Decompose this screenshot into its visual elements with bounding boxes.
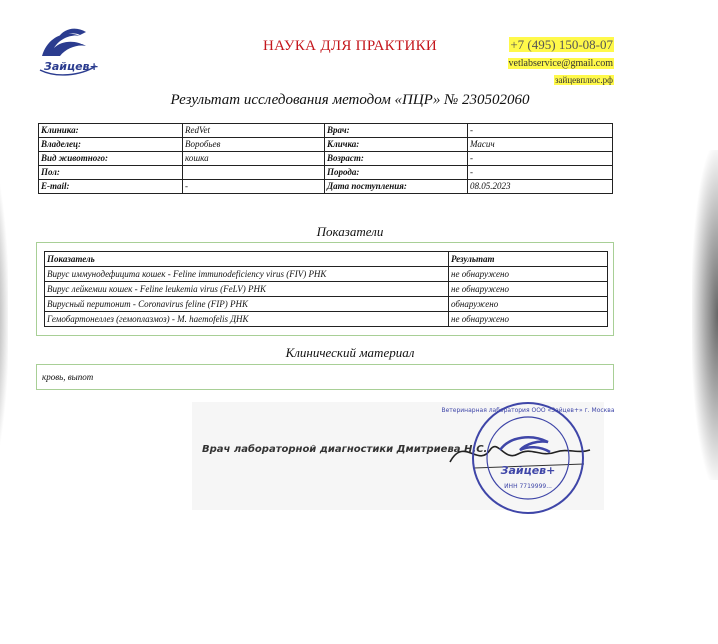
scan-edge-shadow-right	[692, 150, 718, 480]
info-value: кошка	[183, 152, 325, 166]
table-row	[39, 124, 613, 138]
svg-text:Зайцев+: Зайцев+	[44, 60, 99, 73]
info-value: -	[468, 152, 613, 166]
info-value: RedVet	[183, 124, 325, 138]
website-link[interactable]: зайцевплюс.рф	[554, 75, 613, 85]
material-box	[36, 364, 614, 390]
lab-name: НАУКА ДЛЯ ПРАКТИКИ	[262, 38, 438, 54]
column-header-indicator: Показатель	[45, 252, 449, 267]
indicator-name: Вирус иммунодефицита кошек - Feline immunodeficiency virus (FIV) РНК	[45, 267, 449, 282]
signature-text: Врач лабораторной диагностики Дмитриева Н.С.	[202, 444, 488, 455]
indicator-name: Вирусный перитонит - Coronavirus feline (FIP) РНК	[45, 297, 449, 312]
table-row	[39, 180, 613, 194]
info-label: Клиника:	[39, 124, 183, 138]
info-value: 08.05.2023	[468, 180, 613, 194]
indicator-result: не обнаружено	[449, 282, 608, 297]
column-header-result: Результат	[449, 252, 608, 267]
table-row	[45, 267, 608, 282]
indicators-title: Показатели	[316, 224, 384, 239]
table-header-row	[45, 252, 608, 267]
info-value	[183, 166, 325, 180]
info-label: Пол:	[39, 166, 183, 180]
svg-text:Ветеринарная лаборатория ООО «: Ветеринарная лаборатория ООО «Зайцев+» г. Москва	[441, 407, 615, 414]
table-row	[45, 312, 608, 327]
material-title: Клинический материал	[285, 345, 415, 360]
indicator-name: Гемобартонеллез (гемоплазмоз) - M. haemofelis ДНК	[45, 312, 449, 327]
document-title: Результат исследования методом «ПЦР» № 230502060	[170, 92, 530, 108]
indicator-result: не обнаружено	[449, 312, 608, 327]
info-label: Возраст:	[325, 152, 468, 166]
contacts-block	[508, 36, 614, 89]
info-label: Владелец:	[39, 138, 183, 152]
info-label: Вид животного:	[39, 152, 183, 166]
info-label: Кличка:	[325, 138, 468, 152]
indicators-box	[36, 242, 614, 336]
table-row	[39, 166, 613, 180]
info-value: -	[183, 180, 325, 194]
info-value: Воробьев	[183, 138, 325, 152]
svg-text:ИНН 7719999...: ИНН 7719999...	[504, 483, 552, 490]
phone-number[interactable]: +7 (495) 150-08-07	[510, 37, 613, 52]
material-value: кровь, выпот	[42, 372, 94, 382]
indicators-table	[44, 251, 608, 327]
table-row	[39, 152, 613, 166]
info-value: -	[468, 124, 613, 138]
lab-stamp-icon	[441, 400, 615, 516]
info-value: -	[468, 166, 613, 180]
svg-text:Зайцев+: Зайцев+	[500, 464, 556, 477]
indicator-result: обнаружено	[449, 297, 608, 312]
table-row	[45, 297, 608, 312]
info-label: Порода:	[325, 166, 468, 180]
scan-edge-shadow-left	[0, 150, 8, 480]
info-label: Врач:	[325, 124, 468, 138]
email-link[interactable]: vetlabservice@gmail.com	[508, 58, 613, 69]
info-label: Дата поступления:	[325, 180, 468, 194]
info-value: Масич	[468, 138, 613, 152]
indicator-name: Вирус лейкемии кошек - Feline leukemia virus (FeLV) РНК	[45, 282, 449, 297]
table-row	[39, 138, 613, 152]
indicator-result: не обнаружено	[449, 267, 608, 282]
info-label: E-mail:	[39, 180, 183, 194]
patient-info-table	[38, 123, 613, 194]
table-row	[45, 282, 608, 297]
